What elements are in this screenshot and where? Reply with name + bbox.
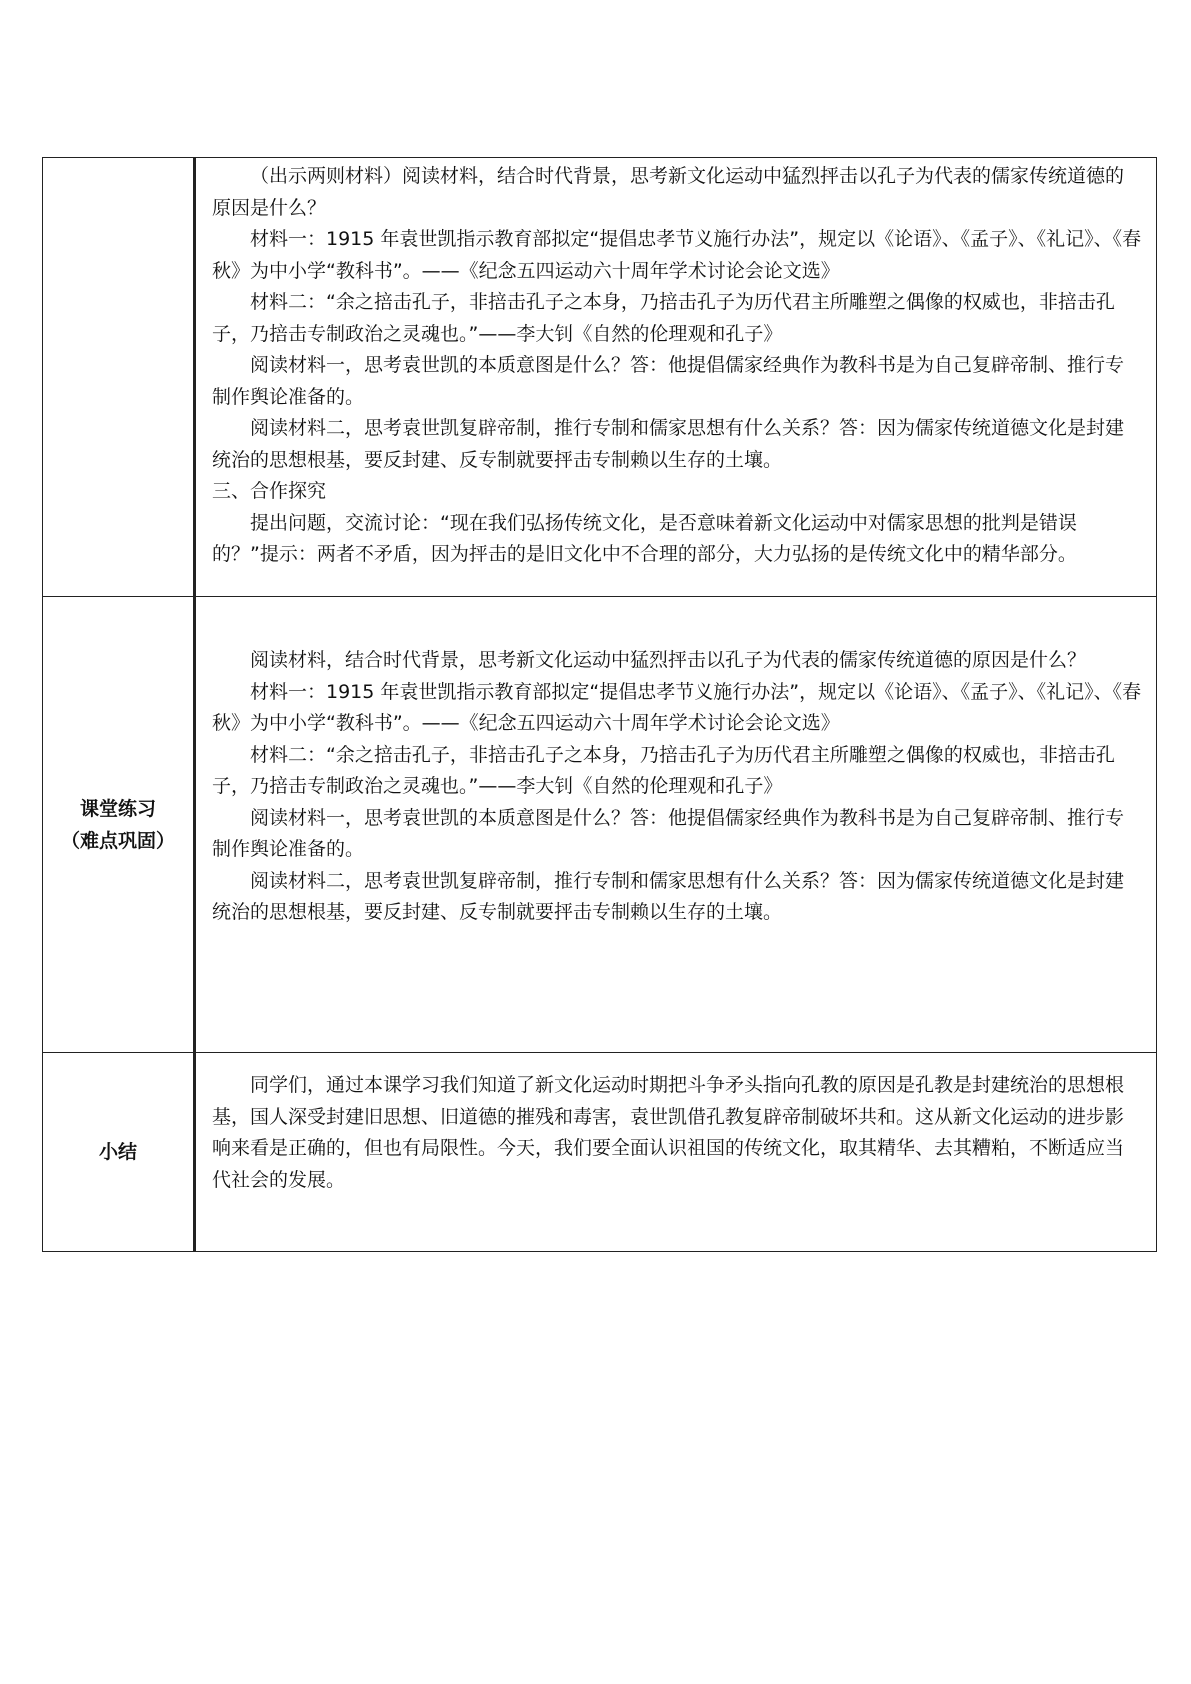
lesson-plan-table <box>42 157 1157 1252</box>
paragraph-material-1: 材料一：1915 年袁世凯指示教育部拟定“提倡忠孝节义施行办法”，规定以《论语》、《孟子》、《礼记》、《春秋》为中小学“教科书”。——《纪念五四运动六十周年学术讨论会论文选》 <box>212 680 1142 734</box>
row-content-inquiry <box>195 158 1157 597</box>
paragraph-summary: 同学们，通过本课学习我们知道了新文化运动时期把斗争矛头指向孔教的原因是孔教是封建统治的思想根基，国人深受封建旧思想、旧道德的摧残和毒害，袁世凯借孔教复辟帝制破坏共和。这从新文化运动的进步影响来看是正确的，但也有局限性。今天，我们要全面认识祖国的传统文化，取其精华、去其糟粕，不断适应当代社会的发展。 <box>212 1074 1125 1191</box>
paragraph-question: 阅读材料，结合时代背景，思考新文化运动中猛烈抨击以孔子为代表的儒家传统道德的原因是什么？ <box>250 649 1087 671</box>
label-line-practice: 课堂练习 <box>79 797 156 820</box>
table-row-inquiry <box>43 158 1157 597</box>
paragraph-material-2: 材料二：“余之掊击孔子，非掊击孔子之本身，乃掊击孔子为历代君主所雕塑之偶像的权威也，非掊击孔子，乃掊击专制政治之灵魂也。”——李大钊《自然的伦理观和孔子》 <box>212 291 1115 345</box>
paragraph-question: （出示两则材料）阅读材料，结合时代背景，思考新文化运动中猛烈抨击以孔子为代表的儒家传统道德的原因是什么？ <box>212 165 1125 219</box>
table-row-classroom-practice <box>43 597 1157 1053</box>
paragraph-discussion: 提出问题，交流讨论：“现在我们弘扬传统文化，是否意味着新文化运动中对儒家思想的批判是错误的？”提示：两者不矛盾，因为抨击的是旧文化中不合理的部分，大力弘扬的是传统文化中的精华部分。 <box>212 511 1077 565</box>
row-label-empty <box>43 158 195 597</box>
paragraph-material-1: 材料一：1915 年袁世凯指示教育部拟定“提倡忠孝节义施行办法”，规定以《论语》、《孟子》、《礼记》、《春秋》为中小学“教科书”。——《纪念五四运动六十周年学术讨论会论文选》 <box>212 228 1142 282</box>
paragraph-analysis-1: 阅读材料一，思考袁世凯的本质意图是什么？答：他提倡儒家经典作为教科书是为自己复辟帝制、推行专制作舆论准备的。 <box>212 354 1125 408</box>
row-label-classroom-practice <box>43 597 195 1053</box>
label-line-difficulty: （难点巩固） <box>60 829 175 852</box>
table-row-summary <box>43 1053 1157 1252</box>
paragraph-material-2: 材料二：“余之掊击孔子，非掊击孔子之本身，乃掊击孔子为历代君主所雕塑之偶像的权威也，非掊击孔子，乃掊击专制政治之灵魂也。”——李大钊《自然的伦理观和孔子》 <box>212 743 1115 797</box>
paragraph-analysis-1: 阅读材料一，思考袁世凯的本质意图是什么？答：他提倡儒家经典作为教科书是为自己复辟帝制、推行专制作舆论准备的。 <box>212 806 1125 860</box>
row-content-summary <box>195 1053 1157 1252</box>
row-label-summary <box>43 1053 195 1252</box>
row-content-classroom-practice <box>195 597 1157 1053</box>
label-summary-text: 小结 <box>98 1141 137 1163</box>
paragraph-analysis-2: 阅读材料二，思考袁世凯复辟帝制，推行专制和儒家思想有什么关系？答：因为儒家传统道德文化是封建统治的思想根基，要反封建、反专制就要抨击专制赖以生存的土壤。 <box>212 869 1125 923</box>
paragraph-analysis-2: 阅读材料二，思考袁世凯复辟帝制，推行专制和儒家思想有什么关系？答：因为儒家传统道德文化是封建统治的思想根基，要反封建、反专制就要抨击专制赖以生存的土壤。 <box>212 417 1125 471</box>
section-heading-cooperative-inquiry: 三、合作探究 <box>212 480 327 502</box>
